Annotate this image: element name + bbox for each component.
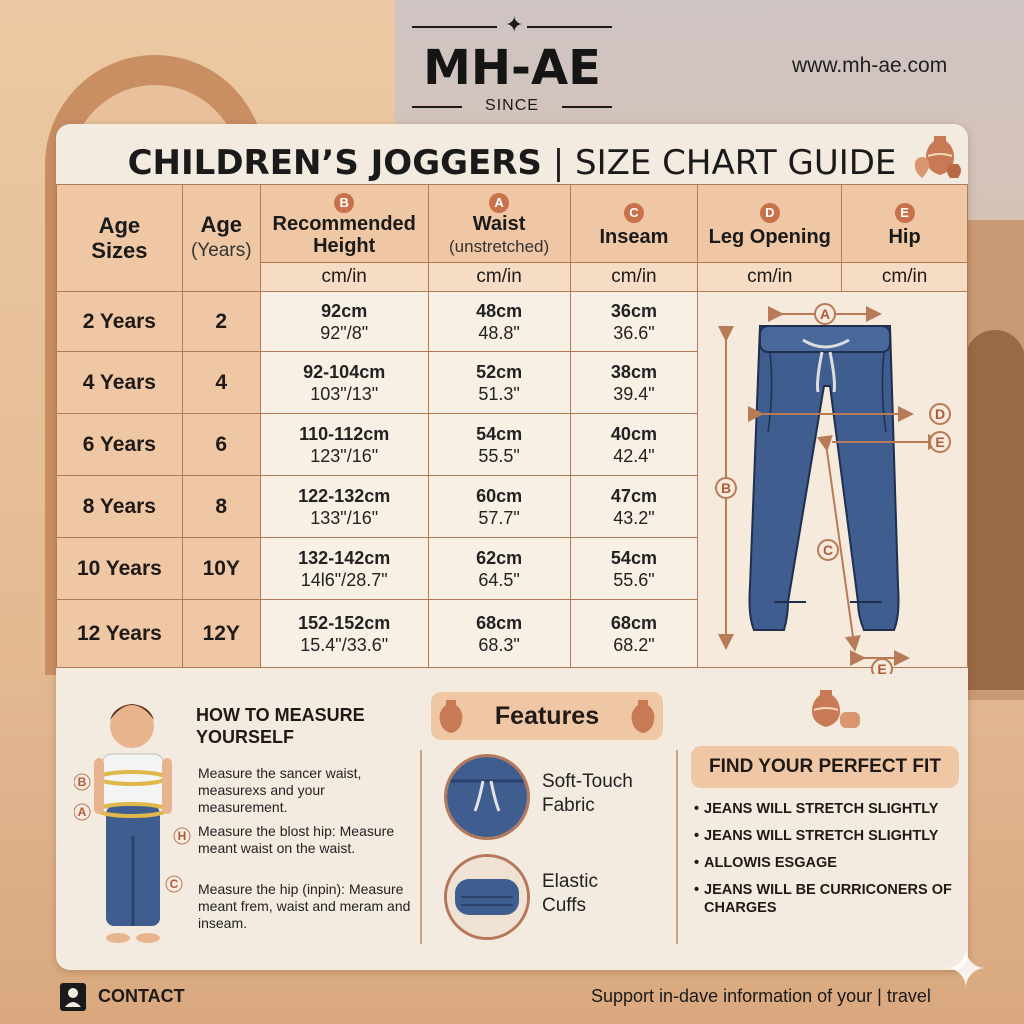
inseam-in: 39.4"	[613, 383, 655, 404]
header-age-label: Age	[200, 212, 243, 237]
height-in: 103"/13"	[310, 383, 379, 404]
fit-title: FIND YOUR PERFECT FIT	[709, 756, 941, 777]
age-size-label: 2 Years	[82, 309, 156, 333]
cell-age	[182, 538, 260, 600]
fit-list-item: • ALLOWIS ESGAGE	[694, 854, 954, 872]
size-chart-card	[56, 124, 968, 970]
diagram-label-b: B	[720, 480, 732, 496]
title-product: CHILDREN’S JOGGERS	[127, 143, 542, 183]
cell-height	[260, 352, 428, 414]
age-size-label: 8 Years	[82, 494, 156, 518]
age-value: 6	[215, 432, 228, 456]
soft-touch-fabric-image	[444, 754, 530, 840]
age-size-label: 12 Years	[76, 621, 162, 645]
cell-age	[182, 600, 260, 668]
cell-age-size	[57, 476, 183, 538]
divider-right	[676, 750, 678, 944]
header-age-sizes-line2: Sizes	[91, 238, 148, 263]
height-in: 14l6"/28.7"	[300, 569, 388, 590]
cell-inseam	[570, 352, 698, 414]
cell-inseam	[570, 292, 698, 352]
cell-inseam	[570, 414, 698, 476]
brand-name: MH-AE	[423, 40, 601, 96]
unit-height: cm/in	[260, 263, 428, 292]
height-cm: 152-152cm	[298, 612, 391, 633]
cell-inseam	[570, 476, 698, 538]
waist-in: 48.8"	[478, 322, 520, 343]
sparkle-icon: ✦	[944, 941, 988, 999]
diagram-label-a: A	[819, 306, 831, 322]
waist-cm: 62cm	[476, 547, 523, 568]
height-in: 15.4"/33.6"	[300, 634, 389, 655]
inseam-cm: 40cm	[610, 423, 657, 444]
jogger-diagram	[698, 292, 968, 674]
diagram-label-e2: E	[877, 661, 887, 674]
cell-height	[260, 414, 428, 476]
figure-label-a: A	[77, 805, 87, 819]
height-cm: 92cm	[321, 300, 368, 321]
vase-icon	[630, 698, 656, 734]
figure-label-c: C	[169, 877, 179, 891]
inseam-cm: 68cm	[610, 612, 657, 633]
footer-note: Support in-dave information of your | travel	[591, 986, 931, 1006]
fit-list-item: • JEANS WILL STRETCH SLIGHTLY	[694, 800, 954, 818]
header-hip-label: Hip	[888, 225, 921, 248]
howto-step-2: Measure the blost hip: Measure meant waist on the waist.	[198, 823, 395, 856]
inseam-in: 36.6"	[613, 322, 655, 343]
inseam-in: 68.2"	[613, 634, 655, 655]
cell-waist	[428, 600, 570, 668]
age-size-label: 4 Years	[82, 370, 156, 394]
cell-height	[260, 292, 428, 352]
header-leg-opening	[698, 185, 842, 263]
inseam-in: 55.6"	[613, 569, 655, 590]
cell-age	[182, 414, 260, 476]
howto-title: HOW TO MEASURE YOURSELF	[196, 705, 365, 747]
cell-waist	[428, 476, 570, 538]
age-value: 8	[215, 494, 228, 518]
cell-age-size	[57, 352, 183, 414]
height-letter-badge: B	[334, 193, 354, 213]
header-age-sub: (Years)	[190, 240, 252, 261]
diagram-label-e: E	[935, 434, 945, 450]
fit-list-item: • JEANS WILL BE CURRICONERS OF CHARGES	[694, 881, 954, 917]
feature-label-soft-touch: Soft-Touch Fabric	[542, 771, 633, 816]
logo-rule-right	[527, 26, 612, 28]
fit-list	[694, 800, 954, 926]
unit-waist: cm/in	[428, 263, 570, 292]
diagram-label-c: C	[822, 542, 834, 558]
unit-leg-opening: cm/in	[698, 263, 842, 292]
cell-waist	[428, 538, 570, 600]
inseam-in: 43.2"	[613, 507, 655, 528]
header-height	[260, 185, 428, 263]
hip-letter-badge: E	[895, 203, 915, 223]
vase-icon	[438, 698, 464, 734]
cell-waist	[428, 414, 570, 476]
website-link[interactable]: www.mh-ae.com	[792, 54, 948, 77]
fit-list-item: • JEANS WILL STRETCH SLIGHTLY	[694, 827, 954, 845]
figure-label-b: B	[77, 775, 87, 789]
features-heading	[431, 692, 663, 740]
header-waist-sub: (unstretched)	[449, 236, 550, 256]
inseam-in: 42.4"	[613, 445, 655, 466]
height-cm: 122-132cm	[298, 485, 391, 506]
inseam-cm: 54cm	[610, 547, 657, 568]
figure-label-h: H	[177, 829, 187, 843]
height-in: 133"/16"	[310, 507, 379, 528]
jogger-illustration	[750, 326, 899, 630]
height-cm: 132-142cm	[298, 547, 391, 568]
cell-age-size	[57, 292, 183, 352]
elastic-cuffs-image	[444, 854, 530, 940]
title-separator: |	[541, 143, 575, 183]
waist-in: 64.5"	[478, 569, 520, 590]
cell-waist	[428, 292, 570, 352]
age-size-label: 10 Years	[76, 556, 162, 580]
waist-in: 55.5"	[478, 445, 520, 466]
brand-since: SINCE	[485, 97, 539, 114]
inseam-cm: 47cm	[610, 485, 657, 506]
inseam-cm: 38cm	[610, 361, 657, 382]
logo-rule-left	[412, 26, 497, 28]
cell-inseam	[570, 600, 698, 668]
age-value: 4	[215, 370, 228, 394]
header-inseam-label: Inseam	[599, 225, 669, 248]
fit-heading	[691, 746, 959, 788]
cell-inseam	[570, 538, 698, 600]
header-age-sizes-line1: Age	[98, 213, 141, 238]
waist-cm: 48cm	[476, 300, 523, 321]
background-arch-right	[965, 330, 1024, 690]
header-height-line2: Height	[313, 235, 376, 257]
howto-step-1: Measure the sancer waist, measurexs and your measurement.	[198, 765, 362, 815]
contact-link[interactable]: CONTACT	[98, 986, 185, 1006]
age-value: 10Y	[202, 556, 240, 580]
contact-card-icon[interactable]	[60, 983, 86, 1011]
feature-label-elastic-cuffs: Elastic Cuffs	[542, 871, 598, 916]
height-in: 123"/16"	[310, 445, 379, 466]
age-size-label: 6 Years	[82, 432, 156, 456]
unit-inseam: cm/in	[570, 263, 698, 292]
inseam-letter-badge: C	[624, 203, 644, 223]
header-leg-label: Leg Opening	[708, 225, 831, 248]
child-figure	[74, 686, 194, 956]
cell-age-size	[57, 414, 183, 476]
header-age-sizes	[57, 185, 183, 292]
cell-age	[182, 292, 260, 352]
waist-in: 51.3"	[478, 383, 520, 404]
features-title: Features	[494, 702, 600, 730]
header-inseam	[570, 185, 698, 263]
cell-waist	[428, 352, 570, 414]
header-hip	[842, 185, 968, 263]
header-waist-label: Waist	[472, 212, 526, 235]
cell-height	[260, 600, 428, 668]
waist-cm: 60cm	[476, 485, 523, 506]
header-waist	[428, 185, 570, 263]
inseam-cm: 36cm	[610, 300, 657, 321]
header-age	[182, 185, 260, 292]
waist-letter-badge: A	[489, 193, 509, 213]
waist-cm: 52cm	[476, 361, 523, 382]
waist-cm: 54cm	[476, 423, 523, 444]
age-value: 12Y	[202, 621, 240, 645]
cell-age-size	[57, 600, 183, 668]
waist-in: 68.3"	[478, 634, 520, 655]
divider-left	[420, 750, 422, 944]
height-cm: 92-104cm	[303, 361, 386, 382]
howto-step-3: Measure the hip (inpin): Measure meant frem, waist and meram and inseam.	[198, 881, 411, 931]
height-in: 92"/8"	[320, 322, 369, 343]
height-cm: 110-112cm	[299, 423, 390, 444]
cell-age-size	[57, 538, 183, 600]
waist-cm: 68cm	[476, 612, 523, 633]
age-value: 2	[215, 309, 228, 333]
header-height-line1: Recommended	[272, 213, 416, 235]
cell-age	[182, 476, 260, 538]
title-guide: SIZE CHART GUIDE	[574, 143, 897, 183]
leg-letter-badge: D	[760, 203, 780, 223]
cell-height	[260, 476, 428, 538]
vases-icon	[912, 130, 962, 182]
diagram-label-d: D	[934, 406, 946, 422]
pottery-icon	[806, 686, 862, 734]
star-icon: ✦	[505, 12, 524, 37]
unit-hip: cm/in	[842, 263, 968, 292]
cell-height	[260, 538, 428, 600]
logo-rule-bottom-right	[562, 106, 612, 108]
cell-age	[182, 352, 260, 414]
waist-in: 57.7"	[478, 507, 520, 528]
